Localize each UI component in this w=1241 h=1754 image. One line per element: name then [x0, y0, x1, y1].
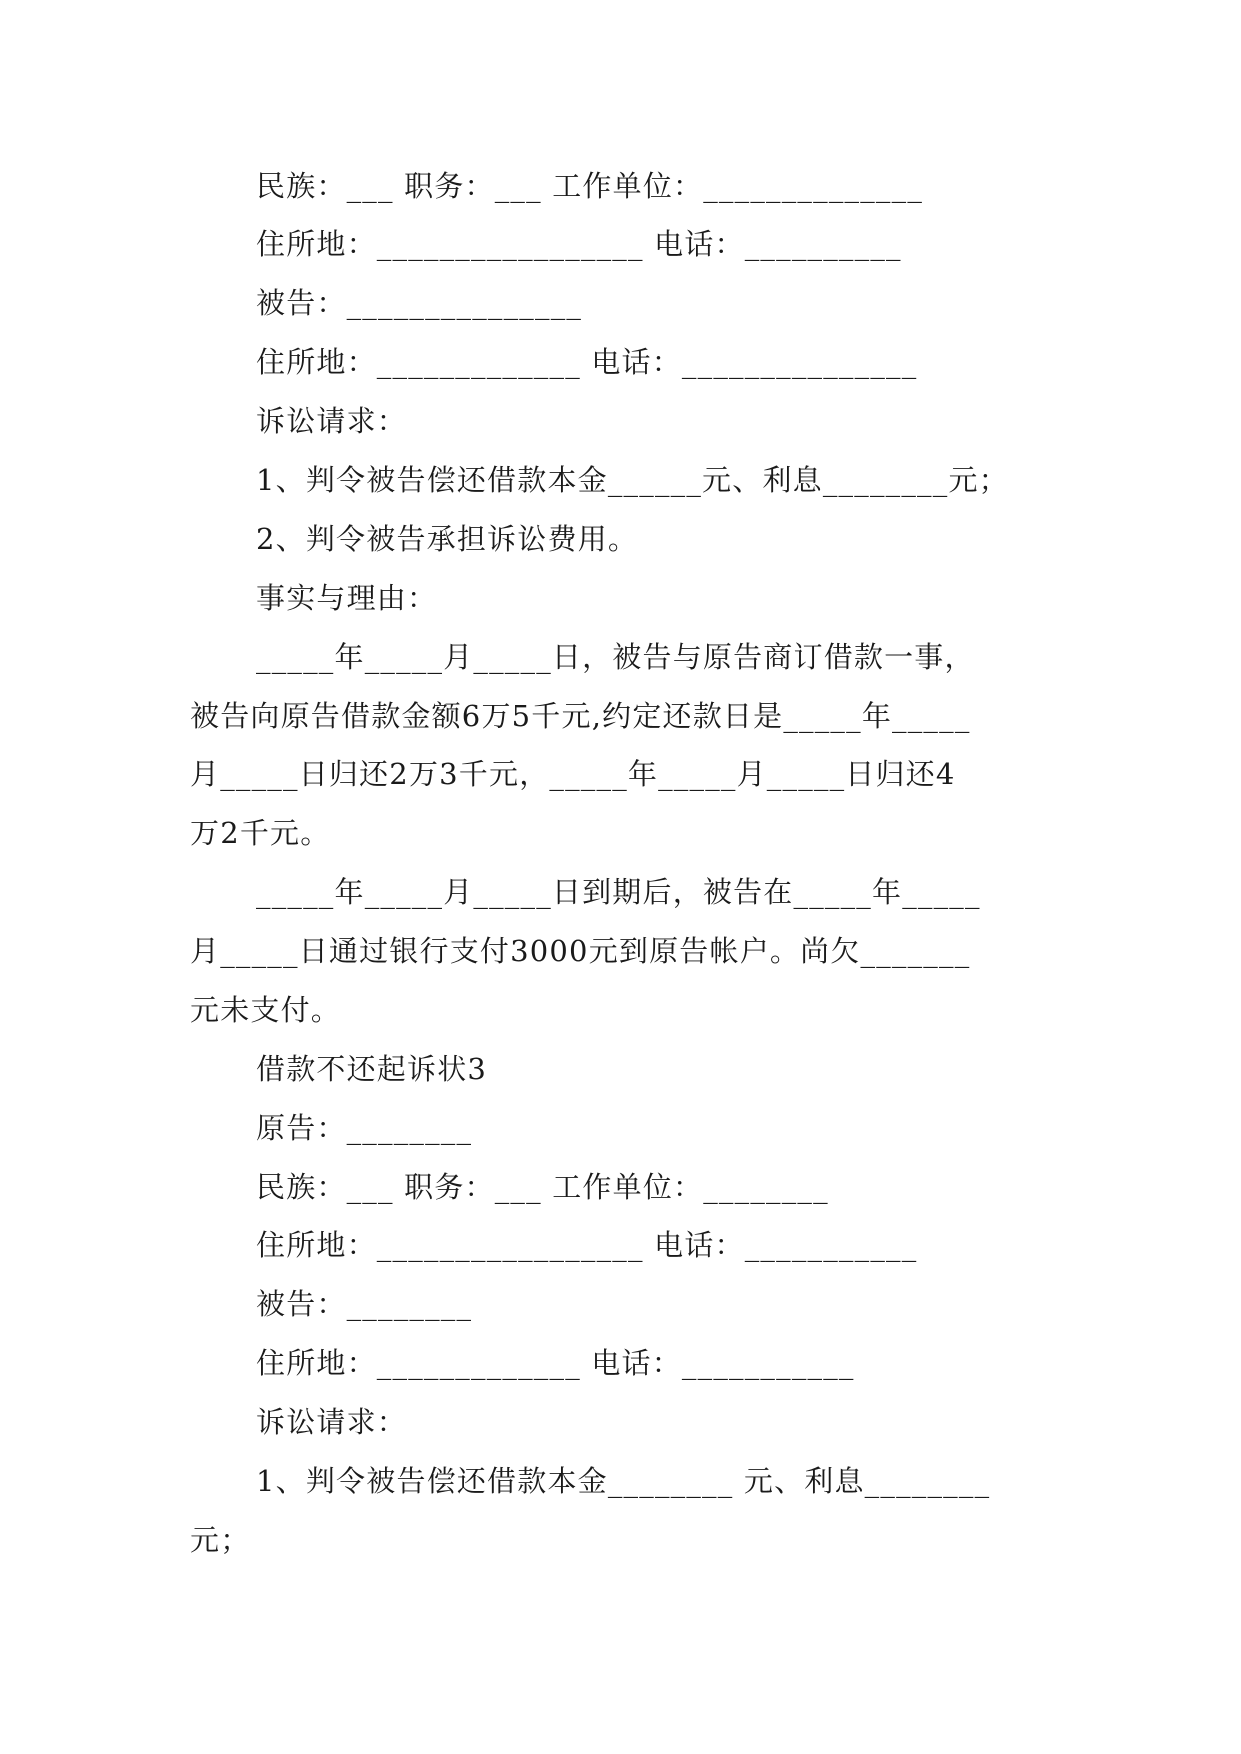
claim-item-1: 1、判令被告偿还借款本金______元、利息________元；: [256, 463, 1009, 497]
facts-paragraph-1-line-3: 月_____日归还2万3千元，_____年_____月_____日归还4: [190, 757, 956, 791]
facts-paragraph-1-line-2: 被告向原告借款金额6万5千元,约定还款日是_____年_____: [190, 699, 971, 733]
facts-paragraph-2-line-2: 月_____日通过银行支付3000元到原告帐户。尚欠_______: [190, 934, 971, 968]
defendant-line-2: 被告：________: [256, 1287, 473, 1321]
plaintiff-ethnicity-line-2: 民族：___ 职务：___ 工作单位：________: [256, 1170, 829, 1204]
claims-heading: 诉讼请求：: [256, 404, 408, 438]
section-title: 借款不还起诉状3: [256, 1052, 488, 1086]
claim-item-2: 2、判令被告承担诉讼费用。: [256, 522, 639, 556]
defendant-address-line-2: 住所地：_____________ 电话：___________: [256, 1346, 855, 1380]
plaintiff-address-line: 住所地：_________________ 电话：__________: [256, 227, 902, 261]
plaintiff-address-line-2: 住所地：_________________ 电话：___________: [256, 1228, 918, 1262]
facts-paragraph-1-line-4: 万2千元。: [190, 816, 331, 850]
facts-paragraph-2-line-3: 元未支付。: [190, 993, 342, 1027]
claims-heading-2: 诉讼请求：: [256, 1405, 408, 1439]
plaintiff-ethnicity-line: 民族：___ 职务：___ 工作单位：______________: [256, 169, 924, 203]
defendant-address-line: 住所地：_____________ 电话：_______________: [256, 345, 918, 379]
defendant-line: 被告：_______________: [256, 286, 583, 320]
facts-paragraph-2-line-1: _____年_____月_____日到期后，被告在_____年_____: [256, 875, 981, 909]
claim-item-1-b-continued: 元；: [190, 1523, 251, 1557]
plaintiff-line: 原告：________: [256, 1111, 473, 1145]
facts-heading: 事实与理由：: [256, 581, 438, 615]
facts-paragraph-1-line-1: _____年_____月_____日，被告与原告商订借款一事，: [256, 640, 975, 674]
claim-item-1-b: 1、判令被告偿还借款本金________ 元、利息________: [256, 1464, 991, 1498]
